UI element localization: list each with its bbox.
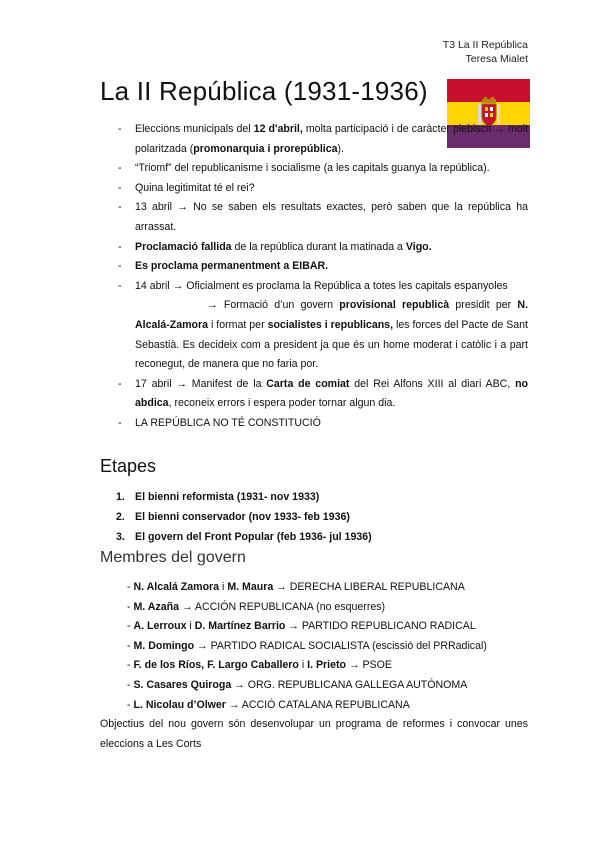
objectius-paragraph: Objectius del nou govern són desenvolupar un programa de reformes i convocar unes eleccions a Les Corts bbox=[100, 718, 528, 750]
page-title: La II República (1931-1936) bbox=[100, 76, 428, 106]
list-item: - Es proclama permanentment a EIBAR. bbox=[100, 257, 528, 277]
etapes-list bbox=[100, 487, 372, 547]
list-item: - LA REPÚBLICA NO TÉ CONSTITUCIÓ bbox=[100, 414, 528, 434]
membres-list bbox=[100, 578, 487, 715]
list-item: - 17 abril → Manifest de la Carta de comiat del Rei Alfons XIII al diari ABC, no abdica, reconeix errors i espera poder tornar algun dia. bbox=[100, 375, 528, 414]
list-item: - “Triomf” del republicanisme i socialisme (a les capitals guanya la república). bbox=[100, 159, 528, 179]
list-item: - 13 abril → No se saben els resultats exactes, però saben que la república ha arrassat. bbox=[100, 198, 528, 237]
list-item: - M. Domingo → PARTIDO RADICAL SOCIALISTA (escissió del PRRadical) bbox=[127, 639, 487, 652]
etapes-heading: Etapes bbox=[100, 456, 157, 476]
header-course: T3 La II República bbox=[442, 39, 528, 51]
list-item: - 14 abril → Oficialment es proclama la República a totes les capitals espanyoles → Formació d’un govern provisional republicà presidit per N. Alcalá-Zamora i format per socialistes i republicans, les forces del Pacte de Sant Sebastià. Es decideix com a president ja que és un home moderat i catòlic i a part reconegut, de manera que no faria por. bbox=[100, 277, 528, 375]
page-header bbox=[443, 38, 528, 66]
list-item: - Proclamació fallida de la república durant la matinada a Vigo. bbox=[100, 238, 528, 258]
list-item: - N. Alcalá Zamora i M. Maura → DERECHA LIBERAL REPUBLICANA bbox=[127, 581, 465, 593]
events-bullet-list bbox=[100, 120, 528, 434]
membres-heading: Membres del govern bbox=[100, 549, 246, 566]
list-item: - F. de los Ríos, F. Largo Caballero i I. Prieto → PSOE bbox=[127, 659, 392, 672]
list-item: - S. Casares Quiroga → ORG. REPUBLICANA GALLEGA AUTÓNOMA bbox=[127, 678, 468, 691]
list-item: - Quina legitimitat té el rei? bbox=[100, 179, 528, 199]
list-item: 1. El bienni reformista (1931- nov 1933) bbox=[116, 491, 320, 503]
header-author: Teresa Mialet bbox=[465, 53, 528, 65]
list-item: 3. El govern del Front Popular (feb 1936- jul 1936) bbox=[116, 531, 372, 543]
list-item: - M. Azaña → ACCIÓN REPUBLICANA (no esquerres) bbox=[127, 600, 386, 613]
list-item: 2. El bienni conservador (nov 1933- feb 1936) bbox=[116, 511, 350, 523]
list-item: - L. Nicolau d’Olwer → ACCIÓ CATALANA REPUBLICANA bbox=[127, 698, 410, 711]
list-item: - Eleccions municipals del 12 d'abril, molta participació i de caràcter plebiscit → molt polaritzada (promonarquia i prorepública). bbox=[100, 120, 528, 159]
list-item: - A. Lerroux i D. Martínez Barrio → PARTIDO REPUBLICANO RADICAL bbox=[127, 620, 476, 633]
